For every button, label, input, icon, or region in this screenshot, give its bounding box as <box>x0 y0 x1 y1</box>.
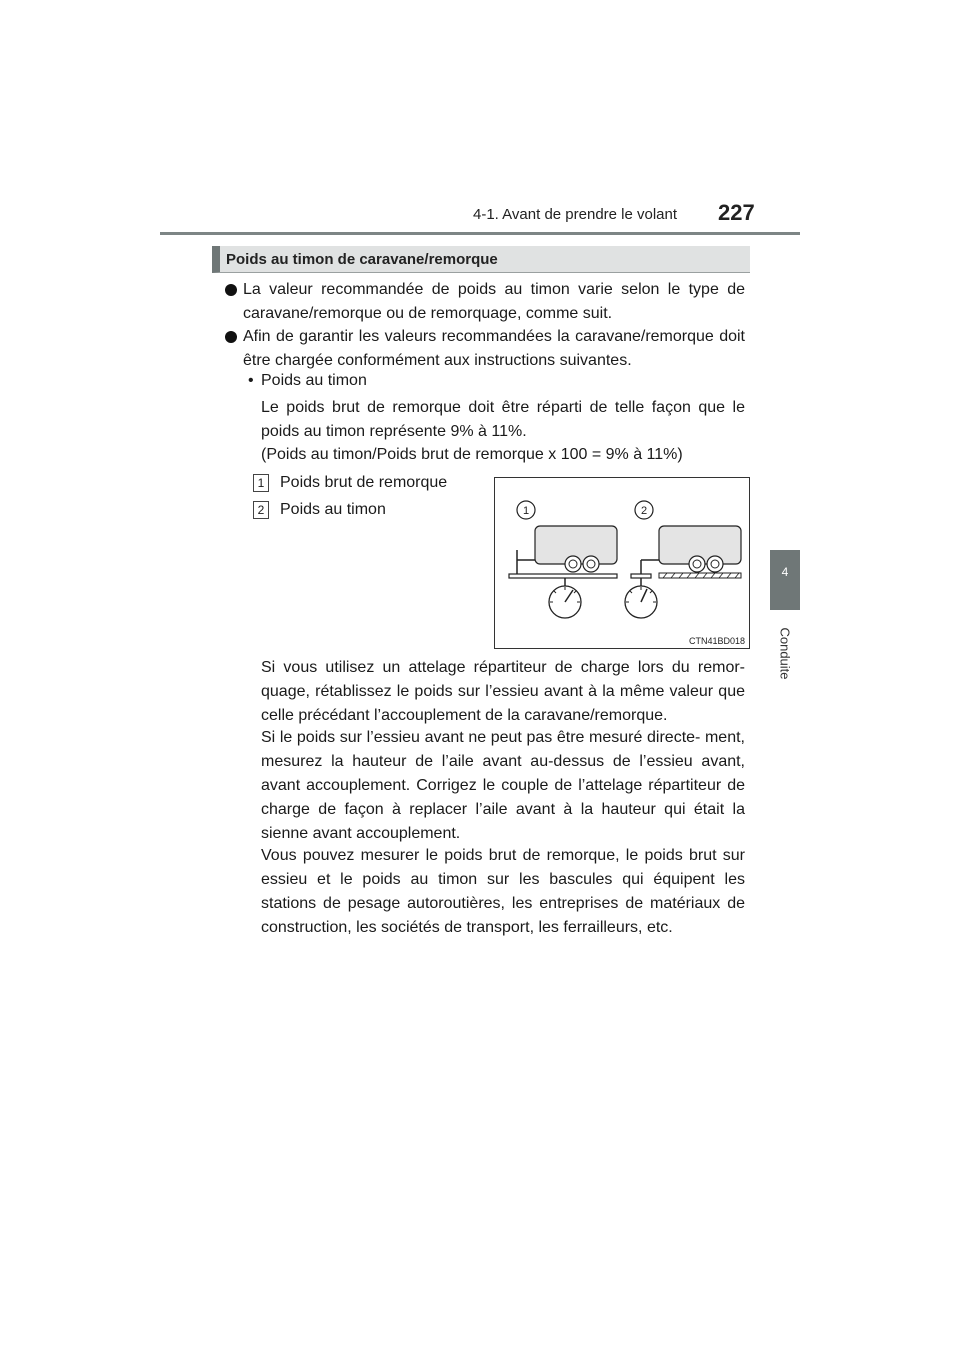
legend-number-2: 2 <box>253 501 269 519</box>
sub-item-dot: • <box>248 372 254 389</box>
sub-item-title: Poids au timon <box>261 372 367 389</box>
paragraph-3: Vous pouvez mesurer le poids brut de remorque, le poids brut sur essieu et le poids au timon sur les bascules qui équipent les stations de pesage autoroutières, les entreprises de matériaux de construction, les sociétés de transport, les ferrailleurs, etc. <box>261 847 745 936</box>
scale-platform-left <box>509 574 617 586</box>
bullet-text-2: Afin de garantir les valeurs recommandées la caravane/remorque doit être chargée conformément aux instructions suivantes. <box>243 328 745 369</box>
paragraph-2: Si le poids sur l’essieu avant ne peut pas être mesuré directe- ment, mesurez la hauteur de l’aile avant au-dessus de l’essieu avant, avant accouplement. Corrigez le couple de l’attelage répartiteur de charge de façon à replacer l’aile avant à la hauteur qui était la sienne avant accouplement. <box>261 729 745 842</box>
trailer-left <box>517 526 617 574</box>
bullet-text-1: La valeur recommandée de poids au timon varie selon le type de caravane/remorque ou de remorquage, comme suit. <box>243 281 745 322</box>
header-section-title: 4-1. Avant de prendre le volant <box>473 206 678 223</box>
section-heading: Poids au timon de caravane/remorque <box>212 246 750 273</box>
scale-gauge-left <box>549 586 581 618</box>
figure-code: CTN41BD018 <box>688 636 745 646</box>
sub-item-formula: (Poids au timon/Poids brut de remorque x 100 = 9% à 11%) <box>261 446 683 463</box>
callout-text-1: 1 <box>522 505 530 517</box>
scale-platform-right <box>631 574 651 586</box>
trailer-weighing-illustration <box>495 478 749 648</box>
trailer-weighing-figure <box>494 477 750 649</box>
chapter-tab: 4 <box>770 550 800 610</box>
paragraph-1: Si vous utilisez un attelage répartiteur de charge lors du remor- quage, rétablissez le poids sur l’essieu avant à la même valeur que celle précédant l’accouplement de la caravane/remorque. <box>261 659 745 724</box>
legend-label-1: Poids brut de remorque <box>280 474 448 491</box>
sub-item-text: Le poids brut de remorque doit être réparti de telle façon que le poids au timon représente 9% à 11%. <box>261 399 745 440</box>
legend-number-1: 1 <box>253 474 269 492</box>
bullet-dot-1 <box>225 284 237 296</box>
header-rule <box>160 232 800 235</box>
chapter-label <box>768 618 802 688</box>
page-number: 227 <box>718 200 755 225</box>
ground-hatch-right <box>659 573 741 578</box>
callout-text-2: 2 <box>640 505 648 517</box>
legend-label-2: Poids au timon <box>280 501 386 518</box>
scale-gauge-right <box>625 586 657 618</box>
bullet-dot-2 <box>225 331 237 343</box>
trailer-right <box>641 526 741 574</box>
chapter-label-text: Conduite <box>777 626 793 680</box>
